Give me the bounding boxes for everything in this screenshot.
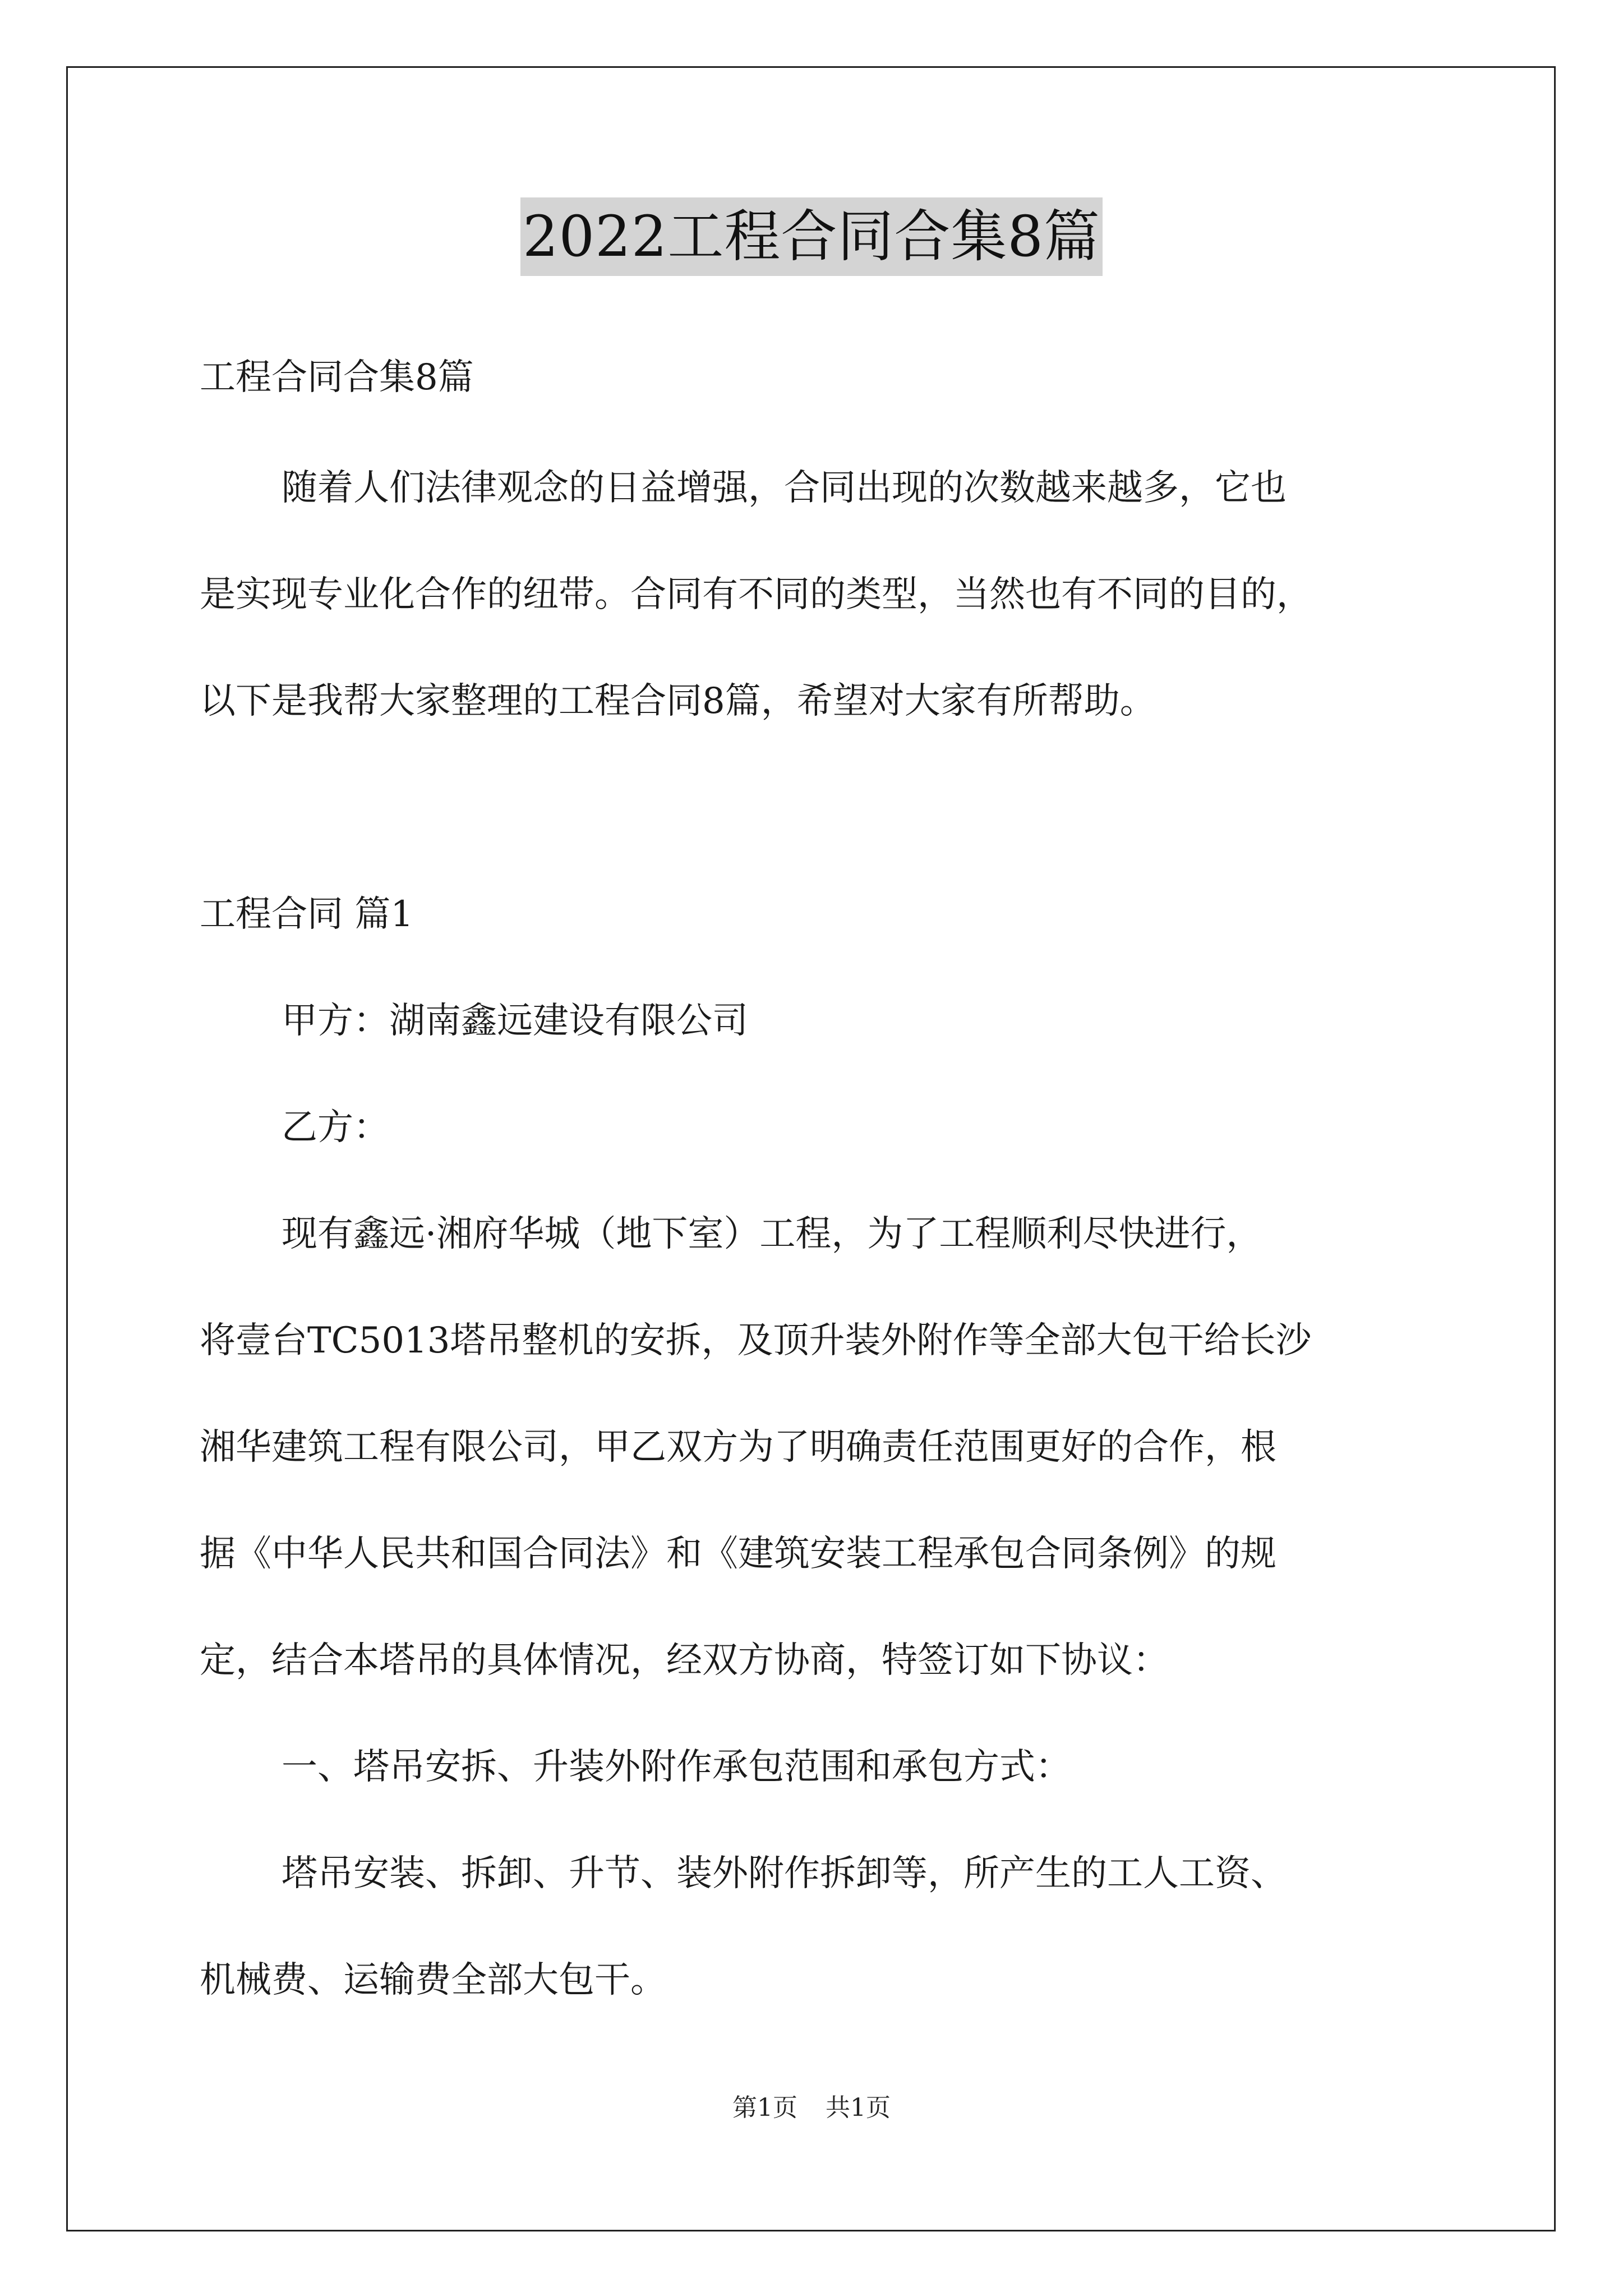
document-subtitle: 工程合同合集8篇 xyxy=(200,357,474,398)
title-wrap xyxy=(0,197,1623,276)
page-total: 共1页 xyxy=(826,2093,891,2122)
body-line: 将壹台TC5013塔吊整机的安拆，及顶升装外附作等全部大包干给长沙 xyxy=(200,1320,1312,1361)
intro-line: 是实现专业化合作的纽带。合同有不同的类型，当然也有不同的目的， xyxy=(200,574,1312,615)
body-line: 据《中华人民共和国合同法》和《建筑安装工程承包合同条例》的规 xyxy=(200,1533,1276,1575)
clause-line: 机械费、运输费全部大包干。 xyxy=(200,1959,666,2001)
section-heading: 工程合同 篇1 xyxy=(200,894,414,935)
body-line: 定，结合本塔吊的具体情况，经双方协商，特签订如下协议： xyxy=(200,1640,1169,1681)
intro-line: 随着人们法律观念的日益增强，合同出现的次数越来越多，它也 xyxy=(282,467,1287,509)
body-line: 湘华建筑工程有限公司，甲乙双方为了明确责任范围更好的合作，根 xyxy=(200,1427,1276,1468)
clause-line: 塔吊安装、拆卸、升节、装外附作拆卸等，所产生的工人工资、 xyxy=(282,1853,1287,1894)
page-current: 第1页 xyxy=(732,2093,797,2122)
clause-heading: 一、塔吊安拆、升装外附作承包范围和承包方式： xyxy=(282,1746,1071,1788)
page-footer xyxy=(0,2091,1623,2125)
party-a: 甲方：湖南鑫远建设有限公司 xyxy=(282,1000,748,1042)
intro-line: 以下是我帮大家整理的工程合同8篇，希望对大家有所帮助。 xyxy=(200,680,1156,722)
body-line: 现有鑫远·湘府华城（地下室）工程，为了工程顺利尽快进行， xyxy=(282,1213,1262,1255)
document-title: 2022工程合同合集8篇 xyxy=(520,197,1103,276)
party-b: 乙方： xyxy=(282,1107,389,1148)
